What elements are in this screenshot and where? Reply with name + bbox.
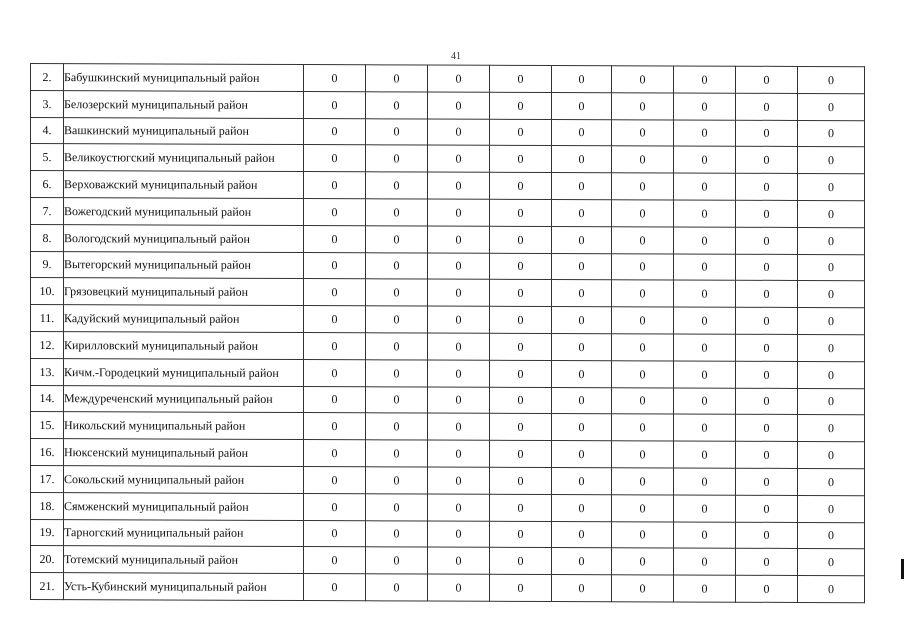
value-cell: 0: [736, 66, 798, 93]
value-cell: 0: [798, 281, 865, 308]
value-cell: 0: [428, 226, 490, 253]
value-cell: 0: [366, 440, 428, 467]
value-cell: 0: [612, 66, 674, 93]
value-cell: 0: [798, 174, 865, 201]
value-cell: 0: [798, 66, 865, 93]
value-cell: 0: [612, 227, 674, 254]
value-cell: 0: [552, 414, 612, 441]
value-cell: 0: [428, 387, 490, 414]
value-cell: 0: [736, 415, 798, 442]
value-cell: 0: [366, 413, 428, 440]
value-cell: 0: [490, 521, 552, 548]
row-number: 12.: [31, 331, 64, 358]
value-cell: 0: [798, 120, 865, 147]
value-cell: 0: [612, 146, 674, 173]
value-cell: 0: [612, 468, 674, 495]
table-body: [31, 64, 865, 603]
value-cell: 0: [428, 413, 490, 440]
value-cell: 0: [428, 574, 490, 601]
value-cell: 0: [798, 361, 865, 388]
value-cell: 0: [490, 65, 552, 92]
value-cell: 0: [366, 306, 428, 333]
value-cell: 0: [304, 574, 366, 601]
table-row: [31, 573, 865, 603]
value-cell: 0: [612, 387, 674, 414]
value-cell: 0: [612, 173, 674, 200]
table-row: [31, 251, 865, 281]
value-cell: 0: [736, 120, 798, 147]
value-cell: 0: [490, 280, 552, 307]
value-cell: 0: [798, 495, 865, 522]
value-cell: 0: [612, 307, 674, 334]
value-cell: 0: [612, 521, 674, 548]
value-cell: 0: [552, 66, 612, 93]
value-cell: 0: [366, 118, 428, 145]
row-number: 17.: [31, 465, 64, 492]
value-cell: 0: [490, 119, 552, 146]
value-cell: 0: [366, 494, 428, 521]
district-name: Вашкинский муниципальный район: [64, 117, 304, 145]
value-cell: 0: [612, 119, 674, 146]
district-name: Усть-Кубинский муниципальный район: [64, 573, 304, 601]
value-cell: 0: [490, 146, 552, 173]
value-cell: 0: [428, 360, 490, 387]
value-cell: 0: [490, 440, 552, 467]
value-cell: 0: [490, 226, 552, 253]
value-cell: 0: [490, 360, 552, 387]
value-cell: 0: [798, 468, 865, 495]
value-cell: 0: [552, 253, 612, 280]
value-cell: 0: [428, 119, 490, 146]
value-cell: 0: [552, 307, 612, 334]
district-name: Никольский муниципальный район: [64, 412, 304, 440]
value-cell: 0: [490, 494, 552, 521]
value-cell: 0: [304, 172, 366, 199]
value-cell: 0: [428, 172, 490, 199]
row-number: 4.: [31, 117, 64, 144]
district-name: Кадуйский муниципальный район: [64, 305, 304, 333]
table-row: [31, 546, 865, 576]
table-row: [31, 358, 865, 388]
value-cell: 0: [798, 576, 865, 603]
value-cell: 0: [798, 254, 865, 281]
value-cell: 0: [366, 386, 428, 413]
value-cell: 0: [674, 334, 736, 361]
value-cell: 0: [304, 467, 366, 494]
value-cell: 0: [798, 147, 865, 174]
district-name: Тотемский муниципальный район: [64, 546, 304, 574]
value-cell: 0: [736, 441, 798, 468]
value-cell: 0: [552, 199, 612, 226]
table-row: [31, 197, 865, 227]
value-cell: 0: [490, 548, 552, 575]
value-cell: 0: [674, 93, 736, 120]
value-cell: 0: [304, 547, 366, 574]
row-number: 21.: [31, 573, 64, 600]
row-number: 2.: [31, 64, 64, 91]
district-name: Нюксенский муниципальный район: [64, 439, 304, 467]
value-cell: 0: [674, 414, 736, 441]
value-cell: 0: [798, 549, 865, 576]
value-cell: 0: [736, 549, 798, 576]
district-name: Грязовецкий муниципальный район: [64, 278, 304, 306]
table-row: [31, 117, 865, 147]
value-cell: 0: [674, 361, 736, 388]
value-cell: 0: [304, 118, 366, 145]
value-cell: 0: [612, 548, 674, 575]
value-cell: 0: [736, 522, 798, 549]
value-cell: 0: [674, 173, 736, 200]
value-cell: 0: [304, 359, 366, 386]
value-cell: 0: [674, 441, 736, 468]
value-cell: 0: [490, 333, 552, 360]
value-cell: 0: [736, 227, 798, 254]
value-cell: 0: [304, 386, 366, 413]
value-cell: 0: [798, 93, 865, 120]
row-number: 18.: [31, 492, 64, 519]
table-row: [31, 171, 865, 201]
value-cell: 0: [736, 334, 798, 361]
value-cell: 0: [674, 468, 736, 495]
value-cell: 0: [428, 494, 490, 521]
district-name: Верховажский муниципальный район: [64, 171, 304, 199]
value-cell: 0: [552, 173, 612, 200]
value-cell: 0: [428, 333, 490, 360]
value-cell: 0: [736, 93, 798, 120]
row-number: 19.: [31, 519, 64, 546]
value-cell: 0: [366, 252, 428, 279]
value-cell: 0: [674, 388, 736, 415]
value-cell: 0: [798, 227, 865, 254]
district-name: Междуреченский муниципальный район: [64, 385, 304, 413]
value-cell: 0: [304, 493, 366, 520]
value-cell: 0: [490, 414, 552, 441]
value-cell: 0: [798, 200, 865, 227]
value-cell: 0: [736, 147, 798, 174]
value-cell: 0: [552, 387, 612, 414]
value-cell: 0: [674, 66, 736, 93]
row-number: 3.: [31, 90, 64, 117]
value-cell: 0: [366, 520, 428, 547]
value-cell: 0: [798, 522, 865, 549]
district-table: [30, 63, 865, 603]
table-row: [31, 412, 865, 442]
row-number: 15.: [31, 412, 64, 439]
value-cell: 0: [736, 361, 798, 388]
value-cell: 0: [736, 200, 798, 227]
value-cell: 0: [612, 93, 674, 120]
value-cell: 0: [490, 574, 552, 601]
district-name: Белозерский муниципальный район: [64, 90, 304, 118]
value-cell: 0: [674, 200, 736, 227]
value-cell: 0: [612, 441, 674, 468]
scan-edge-mark: [901, 559, 904, 579]
value-cell: 0: [304, 65, 366, 92]
value-cell: 0: [428, 467, 490, 494]
table-row: [31, 439, 865, 469]
value-cell: 0: [428, 306, 490, 333]
district-name: Сямженский муниципальный район: [64, 492, 304, 520]
value-cell: 0: [612, 334, 674, 361]
value-cell: 0: [304, 199, 366, 226]
value-cell: 0: [674, 307, 736, 334]
value-cell: 0: [798, 442, 865, 469]
value-cell: 0: [552, 226, 612, 253]
value-cell: 0: [304, 279, 366, 306]
value-cell: 0: [366, 172, 428, 199]
value-cell: 0: [490, 306, 552, 333]
value-cell: 0: [552, 146, 612, 173]
table-row: [31, 90, 865, 120]
value-cell: 0: [366, 92, 428, 119]
value-cell: 0: [304, 440, 366, 467]
value-cell: 0: [304, 413, 366, 440]
value-cell: 0: [612, 494, 674, 521]
value-cell: 0: [490, 199, 552, 226]
table-row: [31, 331, 865, 361]
district-name: Кирилловский муниципальный район: [64, 332, 304, 360]
value-cell: 0: [674, 280, 736, 307]
value-cell: 0: [552, 494, 612, 521]
value-cell: 0: [674, 146, 736, 173]
table-row: [31, 305, 865, 335]
district-name: Вологодский муниципальный район: [64, 224, 304, 252]
value-cell: 0: [428, 92, 490, 119]
value-cell: 0: [552, 521, 612, 548]
district-name: Великоустюгский муниципальный район: [64, 144, 304, 172]
value-cell: 0: [552, 92, 612, 119]
value-cell: 0: [736, 495, 798, 522]
table-row: [31, 64, 865, 94]
row-number: 6.: [31, 171, 64, 198]
value-cell: 0: [736, 281, 798, 308]
value-cell: 0: [612, 360, 674, 387]
value-cell: 0: [552, 467, 612, 494]
value-cell: 0: [552, 575, 612, 602]
value-cell: 0: [674, 227, 736, 254]
value-cell: 0: [612, 280, 674, 307]
value-cell: 0: [798, 334, 865, 361]
table-row: [31, 465, 865, 495]
value-cell: 0: [736, 575, 798, 602]
row-number: 8.: [31, 224, 64, 251]
value-cell: 0: [736, 254, 798, 281]
value-cell: 0: [612, 414, 674, 441]
value-cell: 0: [674, 575, 736, 602]
value-cell: 0: [428, 65, 490, 92]
value-cell: 0: [428, 145, 490, 172]
value-cell: 0: [798, 415, 865, 442]
value-cell: 0: [490, 253, 552, 280]
value-cell: 0: [428, 547, 490, 574]
value-cell: 0: [366, 547, 428, 574]
value-cell: 0: [798, 388, 865, 415]
table-row: [31, 492, 865, 522]
value-cell: 0: [366, 574, 428, 601]
value-cell: 0: [428, 521, 490, 548]
value-cell: 0: [552, 280, 612, 307]
table-row: [31, 385, 865, 415]
table-row: [31, 278, 865, 308]
value-cell: 0: [674, 120, 736, 147]
value-cell: 0: [674, 254, 736, 281]
value-cell: 0: [490, 467, 552, 494]
value-cell: 0: [366, 199, 428, 226]
table-row: [31, 519, 865, 549]
district-name: Вожегодский муниципальный район: [64, 198, 304, 226]
value-cell: 0: [674, 495, 736, 522]
value-cell: 0: [798, 308, 865, 335]
value-cell: 0: [428, 253, 490, 280]
row-number: 11.: [31, 305, 64, 332]
value-cell: 0: [366, 279, 428, 306]
value-cell: 0: [552, 548, 612, 575]
value-cell: 0: [490, 172, 552, 199]
page-number: 41: [451, 51, 461, 62]
value-cell: 0: [366, 226, 428, 253]
value-cell: 0: [304, 306, 366, 333]
value-cell: 0: [552, 119, 612, 146]
row-number: 10.: [31, 278, 64, 305]
value-cell: 0: [366, 333, 428, 360]
value-cell: 0: [490, 92, 552, 119]
value-cell: 0: [736, 307, 798, 334]
district-name: Бабушкинский муниципальный район: [64, 64, 304, 92]
value-cell: 0: [552, 333, 612, 360]
row-number: 9.: [31, 251, 64, 278]
value-cell: 0: [428, 440, 490, 467]
value-cell: 0: [304, 252, 366, 279]
value-cell: 0: [674, 548, 736, 575]
district-name: Сокольский муниципальный район: [64, 466, 304, 494]
value-cell: 0: [304, 225, 366, 252]
value-cell: 0: [304, 520, 366, 547]
value-cell: 0: [612, 575, 674, 602]
row-number: 5.: [31, 144, 64, 171]
value-cell: 0: [736, 388, 798, 415]
value-cell: 0: [366, 145, 428, 172]
district-name: Кичм.-Городецкий муниципальный район: [64, 358, 304, 386]
value-cell: 0: [490, 387, 552, 414]
row-number: 13.: [31, 358, 64, 385]
table-row: [31, 224, 865, 254]
row-number: 20.: [31, 546, 64, 573]
district-name: Вытегорский муниципальный район: [64, 251, 304, 279]
value-cell: 0: [612, 253, 674, 280]
value-cell: 0: [304, 145, 366, 172]
district-name: Тарногский муниципальный район: [64, 519, 304, 547]
value-cell: 0: [552, 441, 612, 468]
value-cell: 0: [552, 360, 612, 387]
row-number: 14.: [31, 385, 64, 412]
value-cell: 0: [366, 467, 428, 494]
value-cell: 0: [366, 65, 428, 92]
table-row: [31, 144, 865, 174]
value-cell: 0: [674, 522, 736, 549]
value-cell: 0: [428, 199, 490, 226]
value-cell: 0: [304, 333, 366, 360]
value-cell: 0: [736, 468, 798, 495]
value-cell: 0: [304, 91, 366, 118]
row-number: 7.: [31, 197, 64, 224]
value-cell: 0: [366, 360, 428, 387]
row-number: 16.: [31, 439, 64, 466]
value-cell: 0: [612, 200, 674, 227]
value-cell: 0: [736, 173, 798, 200]
table-container: [30, 63, 864, 603]
value-cell: 0: [428, 279, 490, 306]
